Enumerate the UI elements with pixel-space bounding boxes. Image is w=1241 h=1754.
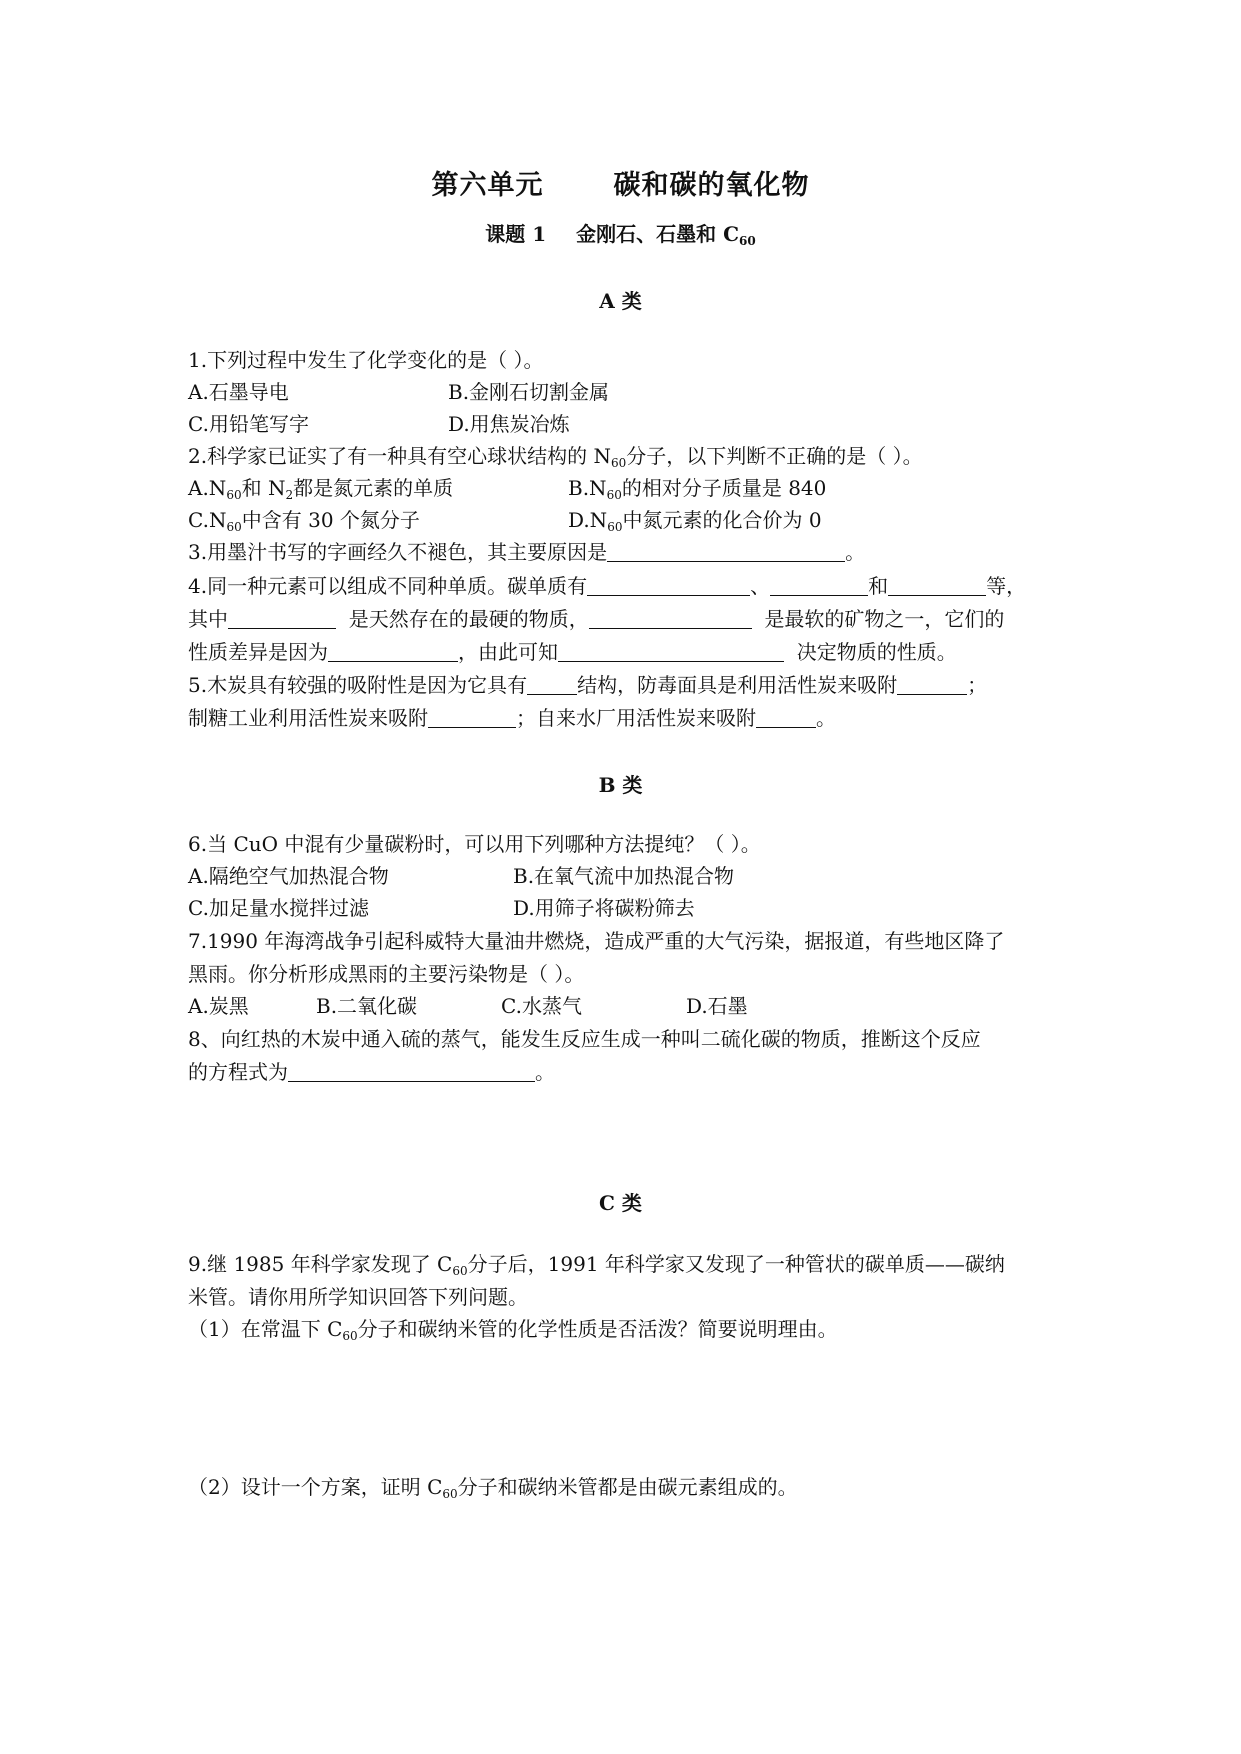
section-a-heading: A 类	[599, 289, 642, 313]
q4-blank-5[interactable]	[589, 608, 752, 629]
question-8-line-1: 8、向红热的木炭中通入硫的蒸气，能发生反应生成一种叫二硫化碳的物质，推断这个反应	[188, 1027, 981, 1051]
q5-blank-2[interactable]	[897, 674, 967, 695]
question-4-line-2: 其中 是天然存在的最硬的物质， 是最软的矿物之一，它们的	[188, 607, 1005, 631]
q7-option-b: B.二氧化碳	[316, 994, 418, 1018]
unit-label: 第六单元	[431, 170, 544, 201]
question-7-line-1: 7.1990 年海湾战争引起科威特大量油井燃烧，造成严重的大气污染，据报道，有些地区降了	[188, 929, 1005, 953]
question-2-options-row-2	[188, 506, 1058, 541]
q4-blank-1[interactable]	[587, 575, 750, 596]
section-c-heading: C 类	[599, 1191, 642, 1215]
question-5-line-1: 5.木炭具有较强的吸附性是因为它具有 结构，防毒面具是利用活性炭来吸附 ；	[188, 673, 988, 697]
question-7-options	[188, 992, 1058, 1020]
q2-option-b: $B.N_{60}$的相对分子质量是 840	[568, 476, 827, 502]
lesson-subscript: 60	[739, 234, 756, 248]
q6-option-a: A.隔绝空气加热混合物	[188, 864, 389, 888]
question-1-options-row-2	[188, 410, 1058, 438]
q2-option-d: $D.N_{60}$中氮元素的化合价为 0	[568, 508, 822, 534]
q1-option-a: A.石墨导电	[188, 380, 289, 404]
section-b-heading: B 类	[598, 773, 643, 797]
q1-option-b: B.金刚石切割金属	[448, 380, 610, 404]
question-2-options-row-1	[188, 474, 1058, 509]
q2-stem-part-1: 2.科学家已证实了有一种具有空心球状结构的 N	[188, 444, 611, 468]
q4-blank-3[interactable]	[888, 575, 986, 596]
question-7-line-2: 黑雨。你分析形成黑雨的主要污染物是（ ）。	[188, 962, 585, 986]
question-8-line-2: 的方程式为 。	[188, 1060, 555, 1084]
question-1-options-row-1	[188, 378, 1058, 406]
q6-option-c: C.加足量水搅拌过滤	[188, 896, 369, 920]
question-4-line-3: 性质差异是因为 ，由此可知 决定物质的性质。	[188, 640, 957, 664]
q6-option-b: B.在氧气流中加热混合物	[513, 864, 735, 888]
unit-title: 碳和碳的氧化物	[613, 170, 810, 201]
q7-option-a: A.炭黑	[188, 994, 249, 1018]
q5-blank-3[interactable]	[428, 707, 516, 728]
page-title	[0, 163, 1241, 202]
q7-option-c: C.水蒸气	[501, 994, 582, 1018]
question-9-line-1: 9.继 1985 年科学家发现了 $C_{60}$分子后，1991 年科学家又发现了一种管状的碳单质——碳纳	[188, 1252, 1005, 1278]
question-6-options-row-2	[188, 894, 1058, 922]
question-6-options-row-1	[188, 862, 1058, 890]
question-6-stem: 6.当 CuO 中混有少量碳粉时，可以用下列哪种方法提纯？（ ）。	[188, 832, 761, 856]
q7-option-d: D.石墨	[686, 994, 748, 1018]
q4-blank-6[interactable]	[328, 641, 458, 662]
question-9-line-2: 米管。请你用所学知识回答下列问题。	[188, 1285, 528, 1309]
q2-option-c: $C.N_{60}$中含有 30 个氮分子	[188, 508, 420, 534]
q4-blank-4[interactable]	[228, 608, 336, 629]
question-9-part-2: （2）设计一个方案，证明 $C_{60}$分子和碳纳米管都是由碳元素组成的。	[188, 1475, 798, 1501]
question-9-part-1: （1）在常温下 $C_{60}$分子和碳纳米管的化学性质是否活泼？简要说明理由。	[188, 1317, 838, 1343]
q2-stem-part-2: 分子，以下判断不正确的是（ ）。	[626, 444, 923, 468]
q5-blank-1[interactable]	[527, 674, 577, 695]
q5-blank-4[interactable]	[756, 707, 816, 728]
question-1-stem: 1.下列过程中发生了化学变化的是（ ）。	[188, 348, 544, 372]
q8-answer-blank[interactable]	[288, 1061, 535, 1082]
q3-stem: 3.用墨汁书写的字画经久不褪色，其主要原因是	[188, 540, 608, 564]
q1-option-c: C.用铅笔写字	[188, 412, 309, 436]
question-4-line-1: 4.同一种元素可以组成不同种单质。碳单质有 、 和 等，	[188, 574, 1027, 598]
q3-answer-blank[interactable]	[607, 541, 845, 562]
question-2-stem	[188, 442, 1058, 477]
q1-option-d: D.用焦炭冶炼	[448, 412, 570, 436]
q2-stem-subscript: 60	[610, 456, 627, 470]
q4-blank-2[interactable]	[770, 575, 868, 596]
lesson-prefix: 课题 1	[485, 222, 547, 246]
question-5-line-2: 制糖工业利用活性炭来吸附 ；自来水厂用活性炭来吸附 。	[188, 706, 836, 730]
q4-blank-7[interactable]	[558, 641, 784, 662]
q2-option-a: $A.N_{60}$和 $N_2$都是氮元素的单质	[188, 476, 454, 502]
lesson-title	[0, 218, 1241, 248]
q6-option-d: D.用筛子将碳粉筛去	[513, 896, 695, 920]
question-3: 3.用墨汁书写的字画经久不褪色，其主要原因是 。	[188, 540, 866, 564]
lesson-name: 金刚石、石墨和 C	[576, 222, 740, 246]
